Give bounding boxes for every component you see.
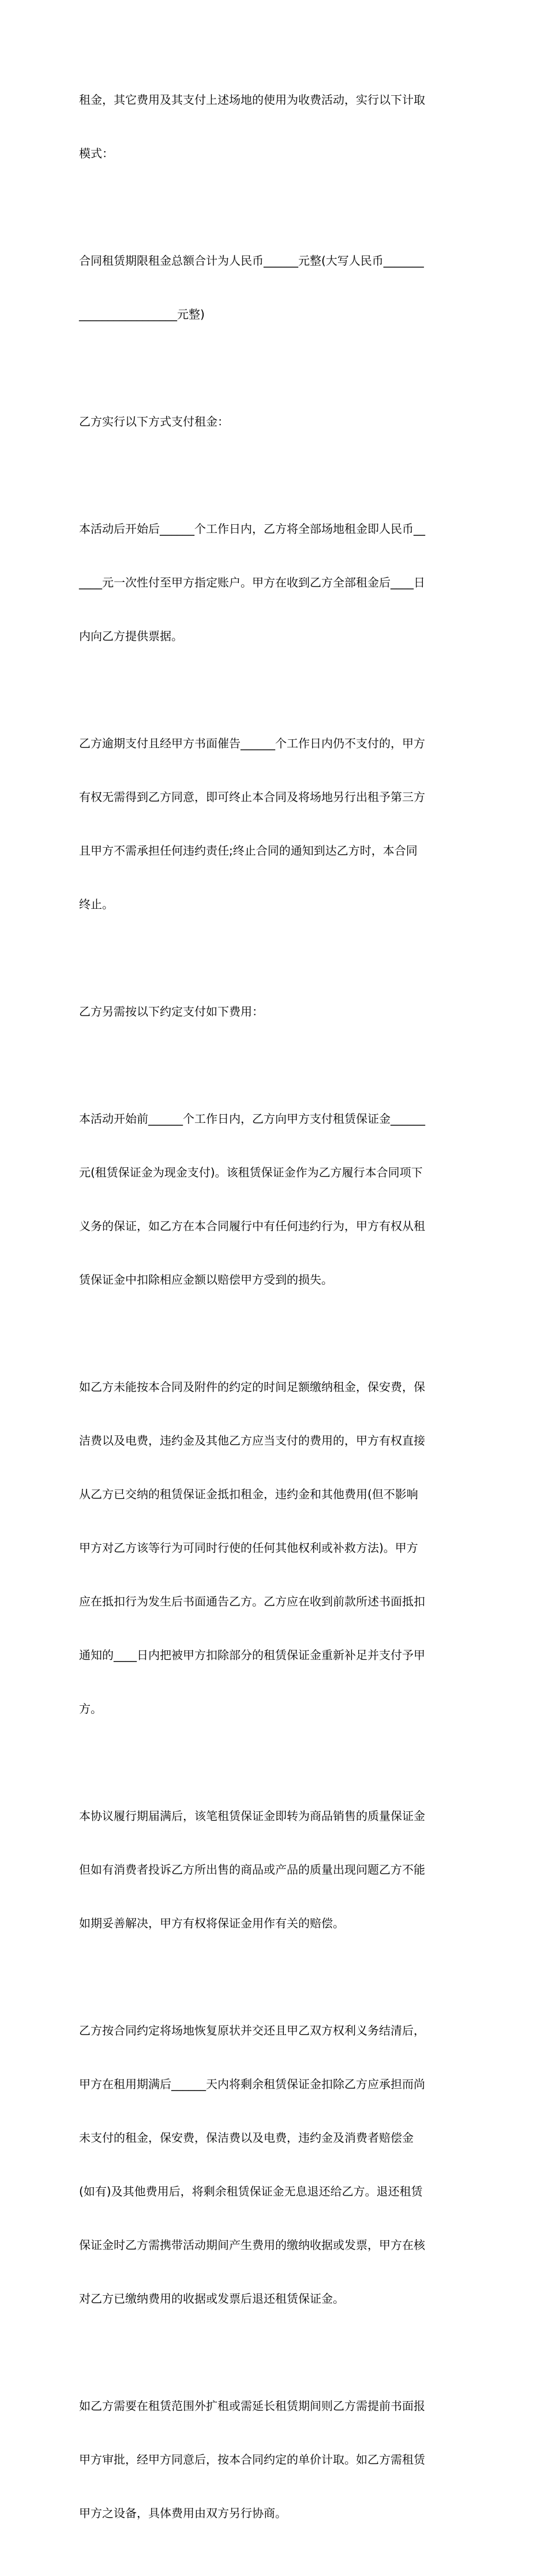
text-line: 未支付的租金，保安费，保洁费以及电费，违约金及消费者赔偿金: [79, 2131, 414, 2145]
paragraph-deposit-refund: [79, 1986, 471, 2344]
text-line: 应在抵扣行为发生后书面通告乙方。乙方应在收到前款所述书面抵扣: [79, 1595, 425, 1608]
text-line: 甲方之设备，具体费用由双方另行协商。: [79, 2506, 287, 2520]
text-line: 乙方另需按以下约定支付如下费用：: [79, 1005, 264, 1018]
text-line: 通知的____日内把被甲方扣除部分的租赁保证金重新补足并支付予甲: [79, 1648, 425, 1662]
paragraph-deposit: [79, 1074, 471, 1325]
paragraph-rent-mode: [79, 55, 471, 198]
text-line: 元(租赁保证金为现金支付)。该租赁保证金作为乙方履行本合同项下: [79, 1165, 423, 1179]
document-body: [79, 55, 471, 2576]
text-line: 保证金时乙方需携带活动期间产生费用的缴纳收据或发票，甲方在核: [79, 2238, 425, 2252]
paragraph-extension: [79, 2361, 471, 2558]
text-line: 终止。: [79, 897, 114, 911]
text-line: ____元一次性付至甲方指定账户。甲方在收到乙方全部租金后____日: [79, 576, 425, 589]
paragraph-payment-method-heading: [79, 377, 471, 467]
text-line: 甲方在租用期满后______天内将剩余租赁保证金扣除乙方应承担而尚: [79, 2077, 425, 2091]
text-line: 乙方按合同约定将场地恢复原状并交还且甲乙双方权利义务结清后，: [79, 2024, 425, 2037]
text-line: 方。: [79, 1702, 102, 1716]
text-line: 租金，其它费用及其支付上述场地的使用为收费活动，实行以下计取: [79, 93, 425, 107]
text-line: 本活动开始前______个工作日内，乙方向甲方支付租赁保证金______: [79, 1112, 425, 1126]
paragraph-additional-fees-heading: [79, 967, 471, 1056]
text-line: 洁费以及电费，违约金及其他乙方应当支付的费用的，甲方有权直接: [79, 1434, 425, 1447]
text-line: 模式：: [79, 146, 114, 160]
text-line: 甲方对乙方该等行为可同时行使的任何其他权利或补救方法)。甲方: [79, 1541, 418, 1555]
text-line: 如期妥善解决，甲方有权将保证金用作有关的赔偿。: [79, 1916, 344, 1930]
text-line: 如乙方需要在租赁范围外扩租或需延长租赁期间则乙方需提前书面报: [79, 2399, 425, 2413]
text-line: 义务的保证，如乙方在本合同履行中有任何违约行为，甲方有权从租: [79, 1219, 425, 1233]
paragraph-payment-terms: [79, 484, 471, 681]
text-line: 合同租赁期限租金总额合计为人民币______元整(大写人民币_______: [79, 254, 424, 268]
text-line: 本协议履行期届满后，该笔租赁保证金即转为商品销售的质量保证金: [79, 1809, 425, 1823]
text-line: 对乙方已缴纳费用的收据或发票后退还租赁保证金。: [79, 2292, 344, 2306]
text-line: (如有)及其他费用后，将剩余租赁保证金无息退还给乙方。退还租赁: [79, 2184, 423, 2198]
text-line: _________________元整): [79, 307, 205, 321]
text-line: 如乙方未能按本合同及附件的约定的时间足额缴纳租金，保安费，保: [79, 1380, 425, 1394]
text-line: 乙方实行以下方式支付租金：: [79, 415, 229, 428]
text-line: 乙方逾期支付且经甲方书面催告______个工作日内仍不支付的，甲方: [79, 736, 425, 750]
text-line: 赁保证金中扣除相应金额以赔偿甲方受到的损失。: [79, 1273, 333, 1287]
text-line: 但如有消费者投诉乙方所出售的商品或产品的质量出现问题乙方不能: [79, 1863, 425, 1876]
text-line: 甲方审批，经甲方同意后，按本合同约定的单价计取。如乙方需租赁: [79, 2453, 425, 2466]
paragraph-deposit-deduction: [79, 1342, 471, 1754]
paragraph-late-payment: [79, 699, 471, 949]
text-line: 内向乙方提供票据。: [79, 629, 183, 643]
text-line: 本活动后开始后______个工作日内，乙方将全部场地租金即人民币__: [79, 522, 425, 536]
paragraph-quality-guarantee: [79, 1772, 471, 1968]
text-line: 且甲方不需承担任何违约责任;终止合同的通知到达乙方时，本合同: [79, 844, 418, 858]
text-line: 有权无需得到乙方同意，即可终止本合同及将场地另行出租予第三方: [79, 790, 425, 804]
text-line: 从乙方已交纳的租赁保证金抵扣租金，违约金和其他费用(但不影响: [79, 1487, 418, 1501]
paragraph-rent-total: [79, 216, 471, 359]
